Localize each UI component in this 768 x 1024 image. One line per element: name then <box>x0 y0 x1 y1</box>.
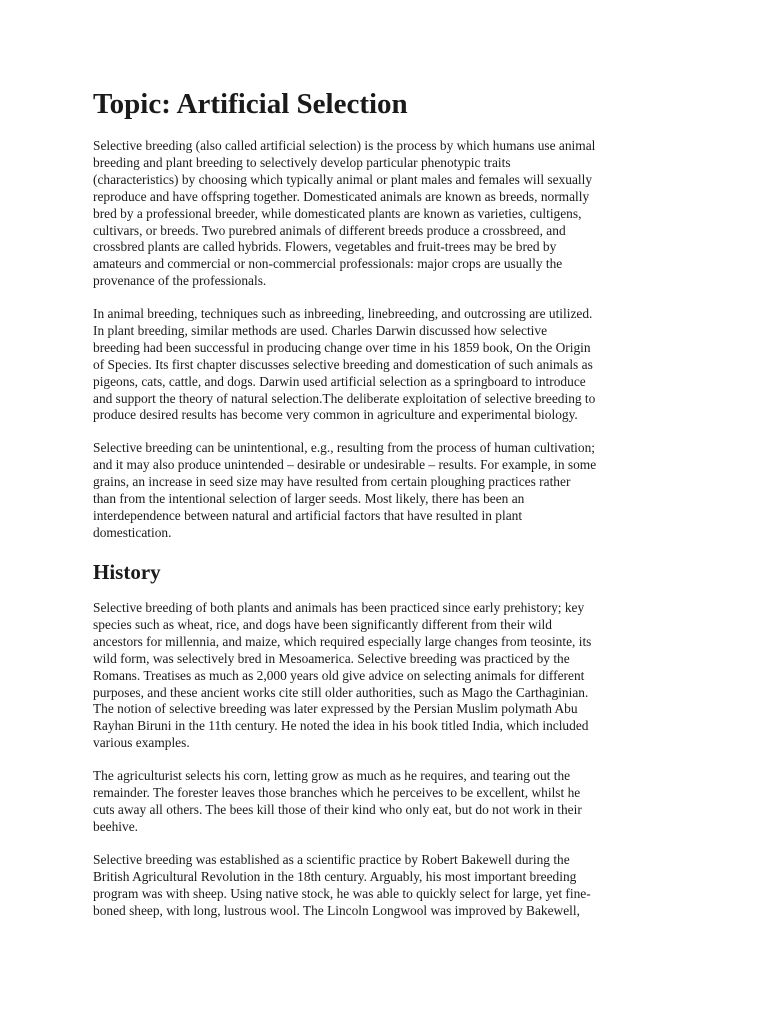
history-heading: History <box>93 560 161 584</box>
text-line: Selective breeding was established as a scientific practice by Robert Bakewell during the <box>93 852 570 867</box>
text-line: purposes, and these ancient works cite still older authorities, such as Mago the Carthaginian. <box>93 684 589 700</box>
text-line: crossbred plants are called hybrids. Flowers, vegetables and fruit-trees may be bred by <box>93 239 557 255</box>
text-line: The agriculturist selects his corn, letting grow as much as he requires, and tearing out the <box>93 768 571 783</box>
text-line: various examples. <box>93 735 190 751</box>
text-line: bred by a professional breeder, while domesticated plants are known as varieties, cultigens, <box>93 205 582 221</box>
text-line: In animal breeding, techniques such as inbreeding, linebreeding, and outcrossing are utilized. <box>93 306 593 321</box>
text-line: grains, an increase in seed size may have resulted from certain ploughing practices rather <box>93 473 571 489</box>
text-line: In plant breeding, similar methods are used. Charles Darwin discussed how selective <box>93 322 548 338</box>
text-line: The notion of selective breeding was later expressed by the Persian Muslim polymath Abu <box>93 701 578 717</box>
text-line: produce desired results has become very common in agriculture and experimental biology. <box>93 407 578 423</box>
text-line: than from the intentional selection of larger seeds. Most likely, there has been an <box>93 490 525 506</box>
text-line: Selective breeding of both plants and animals has been practiced since early prehistory; key <box>93 600 585 615</box>
text-line: ancestors for millennia, and maize, which required especially large changes from teosinte, its <box>93 633 592 649</box>
text-line: beehive. <box>93 818 138 834</box>
intro-paragraph-2 <box>93 306 683 424</box>
text-line: reproduce and have offspring together. Domesticated animals are known as breeds, normally <box>93 188 590 204</box>
text-line: (characteristics) by choosing which typically animal or plant males and females will sexually <box>93 171 593 187</box>
text-line: amateurs and commercial or non-commercial professionals: major crops are usually the <box>93 256 563 272</box>
text-line: Romans. Treatises as much as 2,000 years old give advice on selecting animals for different <box>93 667 585 683</box>
text-line: interdependence between natural and artificial factors that have resulted in plant <box>93 507 523 523</box>
text-line: species such as wheat, rice, and dogs have been significantly different from their wild <box>93 616 552 632</box>
intro-paragraph-3 <box>93 440 683 541</box>
text-line: Selective breeding can be unintentional, e.g., resulting from the process of human cultivation; <box>93 440 596 455</box>
text-line: cuts away all others. The bees kill those of their kind who only eat, but do not work in their <box>93 801 582 817</box>
text-line: boned sheep, with long, lustrous wool. The Lincoln Longwool was improved by Bakewell, <box>93 902 580 918</box>
history-paragraph-3 <box>93 852 683 920</box>
text-line: and it may also produce unintended – desirable or undesirable – results. For example, in some <box>93 456 597 472</box>
text-line: breeding and plant breeding to selectively develop particular phenotypic traits <box>93 154 511 170</box>
text-line: British Agricultural Revolution in the 18th century. Arguably, his most important breeding <box>93 868 577 884</box>
text-line: program was with sheep. Using native stock, he was able to quickly select for large, yet fine- <box>93 885 591 901</box>
text-line: wild form, was selectively bred in Mesoamerica. Selective breeding was practiced by the <box>93 650 570 666</box>
history-paragraph-2 <box>93 768 683 836</box>
text-line: and support the theory of natural selection.The deliberate exploitation of selective breeding to <box>93 390 596 406</box>
page-title: Topic: Artificial Selection <box>93 88 408 120</box>
text-line: Selective breeding (also called artificial selection) is the process by which humans use animal <box>93 138 596 153</box>
text-line: cultivars, or breeds. Two purebred animals of different breeds produce a crossbreed, and <box>93 222 566 238</box>
text-line: Rayhan Biruni in the 11th century. He noted the idea in his book titled India, which included <box>93 718 589 734</box>
text-line: of Species. Its first chapter discusses selective breeding and domestication of such animals as <box>93 356 593 372</box>
text-line: provenance of the professionals. <box>93 273 267 289</box>
text-line: pigeons, cats, cattle, and dogs. Darwin used artificial selection as a springboard to introduce <box>93 373 586 389</box>
text-line: breeding had been successful in producing change over time in his 1859 book, On the Origin <box>93 339 591 355</box>
intro-paragraph-1 <box>93 138 683 290</box>
history-paragraph-1 <box>93 600 683 752</box>
text-line: domestication. <box>93 524 172 540</box>
text-line: remainder. The forester leaves those branches which he perceives to be excellent, whilst he <box>93 784 581 800</box>
